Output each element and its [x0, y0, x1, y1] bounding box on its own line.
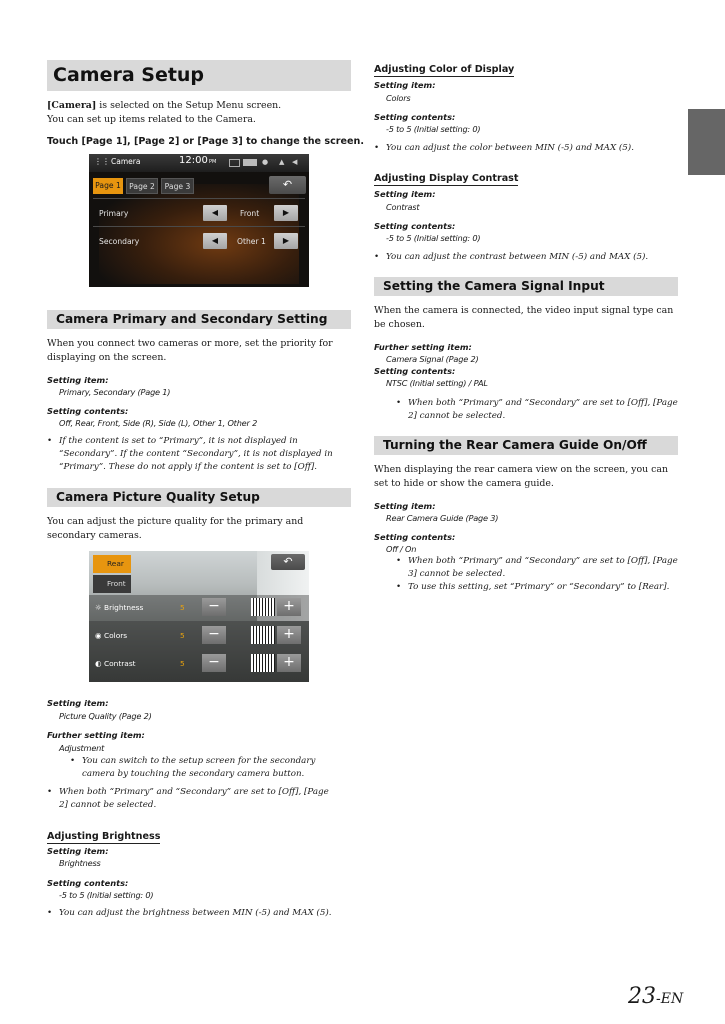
secondary-label: Secondary [99, 237, 140, 246]
setting-item-value: Primary, Secondary (Page 1) [59, 387, 171, 397]
primary-value: Front [240, 209, 260, 218]
setting-item-label: Setting item: [374, 189, 436, 199]
contrast-minus-button[interactable]: − [202, 654, 226, 672]
app-label: Camera [111, 157, 141, 166]
page-number-value: 23 [628, 984, 656, 1009]
bullet-dot: • [70, 756, 76, 766]
section-heading-box [374, 436, 678, 455]
section-heading: Setting the Camera Signal Input [383, 279, 605, 293]
setting-contents-value: -5 to 5 (Initial setting: 0) [386, 233, 481, 243]
clock: 12:00 [179, 155, 208, 166]
colors-minus-button[interactable]: − [202, 626, 226, 644]
volume-icon: ◀ [292, 158, 298, 166]
bullet-dot: • [374, 143, 380, 153]
bullet-text: When both “Primary” and “Secondary” are set to [Off], [Page 3] cannot be selected. [408, 556, 678, 579]
contrast-label: Contrast [104, 659, 136, 668]
setting-contents-value: NTSC (Initial setting) / PAL [386, 378, 488, 388]
setting-item-label: Setting item: [47, 698, 109, 708]
section-heading-box [47, 488, 351, 507]
bullet-item [374, 251, 671, 264]
setting-item-value: Rear Camera Guide (Page 3) [386, 513, 499, 523]
grid-icon: ⋮⋮ [94, 157, 110, 166]
bullet-dot: • [396, 398, 402, 408]
colors-plus-button[interactable]: + [277, 626, 301, 644]
intro-line2: You can set up items related to the Camera. [47, 114, 256, 125]
page-number-suffix: -EN [656, 991, 684, 1007]
chapter-side-tab [688, 109, 725, 175]
setting-contents-value: -5 to 5 (Initial setting: 0) [386, 124, 481, 134]
contrast-plus-button[interactable]: + [277, 654, 301, 672]
bullet-dot: • [374, 252, 380, 262]
bullet-text: You can adjust the contrast between MIN (-5) and MAX (5). [386, 252, 649, 262]
divider [93, 198, 305, 199]
front-button[interactable]: Front [93, 575, 131, 593]
brightness-label: Brightness [104, 603, 144, 612]
status-icons [229, 158, 304, 167]
colors-value: 5 [180, 631, 185, 640]
setting-item-value: Contrast [386, 202, 420, 212]
bluetooth-icon: ● [262, 158, 269, 166]
color-icon: ◉ [95, 631, 102, 640]
camera-setup-screenshot [89, 154, 309, 287]
sun-icon: ☼ [95, 603, 102, 612]
setting-item-label: Setting item: [47, 846, 109, 856]
intro-bold: [Camera] [47, 100, 97, 111]
section-heading: Turning the Rear Camera Guide On/Off [383, 438, 647, 452]
rear-button[interactable]: Rear [93, 555, 131, 573]
setting-item-value: Brightness [59, 858, 101, 868]
further-setting-value: Adjustment [59, 743, 105, 753]
left-triangle-icon: ◀ [211, 236, 219, 245]
brightness-plus-button[interactable]: + [277, 598, 301, 616]
bullet-text: When both “Primary” and “Secondary” are set to [Off], [Page 2] cannot be selected. [59, 787, 329, 810]
intro [47, 99, 352, 127]
bullet-text: If the content is set to “Primary”, it is not displayed in “Secondary”. If the content “Secondary”, it is not displayed in “Primary”. These do not apply if the content is set to [Off]. [59, 436, 333, 472]
guide-para: When displaying the rear camera view on the screen, you can set to hide or show the camera guide. [374, 464, 669, 489]
secondary-next-button[interactable] [274, 233, 298, 249]
tuner-badge-icon [243, 159, 257, 166]
colors-label: Colors [104, 631, 128, 640]
clock-suffix: PM [209, 159, 217, 165]
bullet-text: When both “Primary” and “Secondary” are set to [Off], [Page 2] cannot be selected. [408, 398, 678, 421]
further-setting-label: Further setting item: [47, 730, 145, 740]
contrast-icon: ◐ [95, 659, 102, 668]
secondary-prev-button[interactable] [203, 233, 227, 249]
back-button[interactable] [271, 554, 305, 570]
back-button[interactable] [269, 176, 306, 194]
page-title: Camera Setup [53, 64, 205, 86]
setting-contents-value: Off, Rear, Front, Side (R), Side (L), Other 1, Other 2 [59, 418, 258, 428]
setting-item-label: Setting item: [374, 501, 436, 511]
setting-item-label: Setting item: [374, 80, 436, 90]
bullet-dot: • [396, 556, 402, 566]
bullet-text: To use this setting, set “Primary” or “Secondary” to [Rear]. [408, 582, 670, 592]
brightness-value: 5 [180, 603, 185, 612]
setting-contents-label: Setting contents: [374, 532, 456, 542]
secondary-value: Other 1 [237, 237, 266, 246]
primary-label: Primary [99, 209, 129, 218]
status-bar [89, 154, 309, 172]
bullet-text: You can adjust the brightness between MIN (-5) and MAX (5). [59, 908, 332, 918]
setting-item-label: Setting item: [47, 375, 109, 385]
right-triangle-icon: ▶ [282, 236, 290, 245]
section-heading: Camera Primary and Secondary Setting [56, 312, 328, 326]
section-heading: Camera Picture Quality Setup [56, 490, 260, 504]
primary-para: When you connect two cameras or more, set the priority for displaying on the screen. [47, 338, 333, 363]
bullet-dot: • [47, 787, 53, 797]
left-triangle-icon: ◀ [211, 208, 219, 217]
section-heading-box [47, 310, 351, 329]
bullet-item [47, 435, 347, 474]
setting-item-value: Picture Quality (Page 2) [59, 711, 152, 721]
further-setting-value: Camera Signal (Page 2) [386, 354, 479, 364]
further-setting-label: Further setting item: [374, 342, 472, 352]
bullet-dot: • [47, 436, 53, 446]
bullet-dot: • [396, 582, 402, 592]
intro-rest: is selected on the Setup Menu screen. [96, 100, 282, 111]
bullet-item [47, 786, 334, 812]
subsection [47, 824, 160, 844]
primary-next-button[interactable] [274, 205, 298, 221]
setting-contents-value: Off / On [386, 544, 417, 554]
brightness-minus-button[interactable]: − [202, 598, 226, 616]
quality-para: You can adjust the picture quality for the primary and secondary cameras. [47, 516, 304, 541]
bullet-text: You can adjust the color between MIN (-5) and MAX (5). [386, 143, 634, 153]
subsection-heading: Adjusting Brightness [47, 831, 161, 842]
primary-prev-button[interactable] [203, 205, 227, 221]
sat-icon [229, 159, 240, 167]
bullet-item [396, 581, 678, 594]
contrast-value: 5 [180, 659, 185, 668]
setting-contents-label: Setting contents: [374, 221, 456, 231]
return-arrow-icon: ↶ [283, 555, 293, 568]
screen-background [99, 184, 299, 284]
bullet-item [47, 907, 344, 920]
subsection-heading: Adjusting Color of Display [374, 64, 515, 75]
subsection-heading: Adjusting Display Contrast [374, 173, 519, 184]
bullet-item [396, 555, 678, 581]
setting-contents-label: Setting contents: [374, 112, 456, 122]
tab-page-3[interactable]: Page 3 [161, 178, 194, 194]
sub-bullet-item [70, 755, 347, 781]
colors-level-bar [251, 626, 275, 644]
bullet-text: You can switch to the setup screen for the secondary camera by touching the secondary camera button. [82, 756, 316, 779]
right-triangle-icon: ▶ [282, 208, 290, 217]
section-heading-box [374, 277, 678, 296]
setting-item-value: Colors [386, 93, 411, 103]
bullet-item [396, 397, 678, 423]
divider [93, 226, 305, 227]
setting-contents-value: -5 to 5 (Initial setting: 0) [59, 890, 154, 900]
signal-para: When the camera is connected, the video input signal type can be chosen. [374, 305, 674, 330]
bullet-dot: • [47, 908, 53, 918]
signal-icon: ▲ [279, 158, 285, 166]
touch-instruction: Touch [Page 1], [Page 2] or [Page 3] to change the screen. [47, 136, 365, 147]
brightness-level-bar [251, 598, 275, 616]
setting-contents-label: Setting contents: [47, 878, 129, 888]
contrast-level-bar [251, 654, 275, 672]
subsection [374, 166, 518, 186]
picture-quality-screenshot [89, 551, 309, 682]
return-arrow-icon: ↶ [282, 178, 293, 191]
tab-page-1[interactable]: Page 1 [93, 178, 123, 194]
setting-contents-label: Setting contents: [374, 366, 456, 376]
setting-contents-label: Setting contents: [47, 406, 129, 416]
bullet-item [374, 142, 671, 155]
subsection [374, 57, 514, 77]
tab-page-2[interactable]: Page 2 [126, 178, 158, 194]
page-number [628, 985, 683, 1011]
